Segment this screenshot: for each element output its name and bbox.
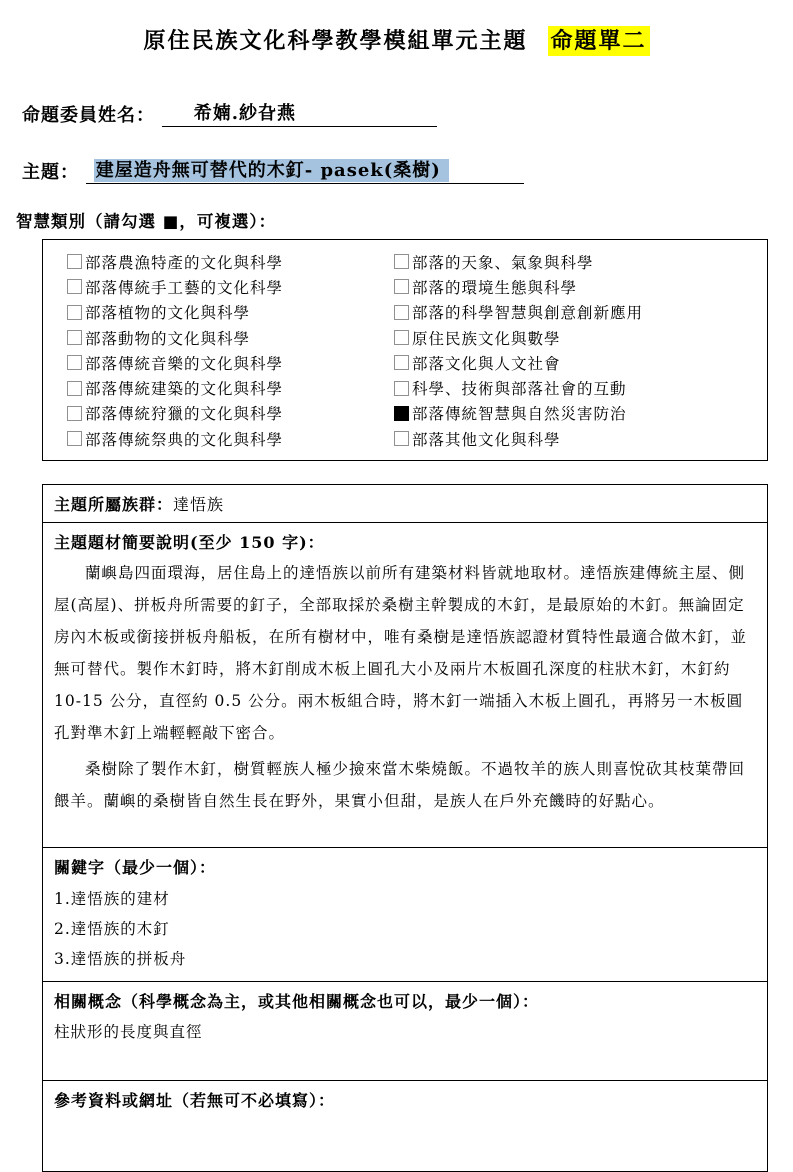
category-item	[394, 375, 643, 400]
category-item	[67, 300, 394, 325]
category-item-label: 部落文化與人文社會	[412, 354, 561, 373]
concepts-label: 相關概念（科學概念為主，或其他相關概念也可以，最少一個）：	[54, 992, 540, 1012]
checkbox-icon[interactable]	[394, 330, 409, 345]
category-item	[394, 249, 643, 274]
ethnic-group-label: 主題所屬族群：	[54, 495, 174, 515]
description-paragraph-2: 桑樹除了製作木釘，樹質輕族人極少撿來當木柴燒飯。不過牧羊的族人則喜悅砍其枝葉帶回餵羊。蘭嶼的桑樹皆自然生長在野外，果實小但甜，是族人在戶外充饑時的好點心。	[54, 760, 746, 811]
page-title-text: 原住民族文化科學教學模組單元主題	[143, 28, 528, 54]
description-label: 主題題材簡要說明(至少 150 字)：	[54, 533, 325, 553]
category-item	[394, 426, 643, 451]
category-item	[67, 350, 394, 375]
category-item	[394, 401, 643, 426]
keywords-list	[54, 884, 756, 974]
category-item-label: 部落傳統智慧與自然災害防治	[412, 405, 627, 424]
category-column-left	[67, 249, 394, 451]
page-title	[0, 0, 793, 55]
checkbox-icon[interactable]	[394, 355, 409, 370]
description-paragraph-1: 蘭嶼島四面環海，居住島上的達悟族以前所有建築材料皆就地取材。達悟族建傳統主屋、側屋(高屋)、拼板舟所需要的釘子，全部取採於桑樹主幹製成的木釘，是最原始的木釘。無論固定房內木板或銜接拼板舟船板，在所有樹材中，唯有桑樹是達悟族認證材質特性最適合做木釘，並無可替代。製作木釘時，將木釘削成木板上圓孔大小及兩片木板圓孔深度的柱狀木釘，木釘約 10-15 公分，直徑約 0.5 公分。兩木板組合時，將木釘一端插入木板上圓孔，再將另一木板圓孔對準木釘上端輕輕敲下密合。	[54, 564, 748, 743]
keyword-item: 1.達悟族的建材	[54, 890, 170, 909]
checkbox-icon[interactable]	[67, 279, 82, 294]
category-item-label: 部落傳統建築的文化與科學	[85, 380, 284, 399]
committee-field	[22, 101, 793, 127]
checkbox-icon[interactable]	[394, 305, 409, 320]
category-item	[67, 426, 394, 451]
category-item-label: 部落動物的文化與科學	[85, 329, 251, 348]
topic-field	[22, 158, 793, 184]
detail-table	[42, 484, 768, 1172]
table-row-concepts	[43, 981, 767, 1080]
table-row-description	[43, 522, 767, 847]
checkbox-icon[interactable]	[67, 330, 82, 345]
committee-name-input[interactable]	[162, 102, 437, 127]
keyword-item: 3.達悟族的拼板舟	[54, 950, 187, 969]
table-row-references	[43, 1080, 767, 1171]
category-item-label: 部落傳統手工藝的文化科學	[85, 278, 284, 297]
category-column-right	[394, 249, 643, 451]
table-row-keywords	[43, 847, 767, 981]
category-item-label: 部落植物的文化與科學	[85, 304, 251, 323]
keyword-item: 2.達悟族的木釘	[54, 920, 170, 939]
category-checkbox-box	[42, 239, 768, 461]
table-row-ethnic-group	[43, 485, 767, 522]
checkbox-icon[interactable]	[67, 355, 82, 370]
committee-name-value: 希婻.紗旮燕	[193, 103, 297, 124]
checkbox-icon[interactable]	[67, 254, 82, 269]
category-item-label: 部落的科學智慧與創意創新應用	[412, 304, 644, 323]
checkbox-icon[interactable]	[67, 305, 82, 320]
topic-label: 主題：	[22, 162, 79, 183]
description-text	[54, 557, 756, 817]
checkbox-checked-icon[interactable]	[394, 406, 409, 421]
committee-label: 命題委員姓名：	[22, 105, 155, 126]
category-item	[67, 375, 394, 400]
category-item-label: 原住民族文化與數學	[412, 329, 561, 348]
checkbox-icon[interactable]	[67, 431, 82, 446]
category-item	[394, 274, 643, 299]
references-label: 參考資料或網址（若無可不必填寫）：	[54, 1091, 336, 1111]
category-item-label: 部落傳統祭典的文化與科學	[85, 430, 284, 449]
keywords-label: 關鍵字（最少一個）：	[54, 858, 217, 878]
category-item	[67, 249, 394, 274]
checkbox-icon[interactable]	[67, 381, 82, 396]
ethnic-group-value: 達悟族	[173, 495, 225, 515]
topic-value-highlighted: 建屋造舟無可替代的木釘- pasek(桑樹)	[94, 159, 449, 182]
category-item-label: 部落傳統音樂的文化與科學	[85, 354, 284, 373]
category-item	[394, 300, 643, 325]
category-item-label: 部落的天象、氣象與科學	[412, 253, 594, 272]
checkbox-icon[interactable]	[394, 431, 409, 446]
category-item	[394, 325, 643, 350]
category-item	[67, 325, 394, 350]
checkbox-icon[interactable]	[67, 406, 82, 421]
concepts-value: 柱狀形的長度與直徑	[54, 1023, 203, 1042]
topic-input[interactable]	[86, 159, 524, 184]
checkbox-icon[interactable]	[394, 254, 409, 269]
category-item-label: 部落傳統狩獵的文化與科學	[85, 405, 284, 424]
checkbox-icon[interactable]	[394, 381, 409, 396]
category-section-label: 智慧類別（請勾選 ■，可複選）：	[16, 212, 277, 231]
category-item-label: 部落其他文化與科學	[412, 430, 561, 449]
category-item	[67, 274, 394, 299]
page-title-highlight: 命題單二	[548, 26, 650, 56]
category-item-label: 部落農漁特產的文化與科學	[85, 253, 284, 272]
category-item	[67, 401, 394, 426]
category-item-label: 部落的環境生態與科學	[412, 278, 578, 297]
category-item	[394, 350, 643, 375]
checkbox-icon[interactable]	[394, 279, 409, 294]
category-item-label: 科學、技術與部落社會的互動	[412, 380, 627, 399]
